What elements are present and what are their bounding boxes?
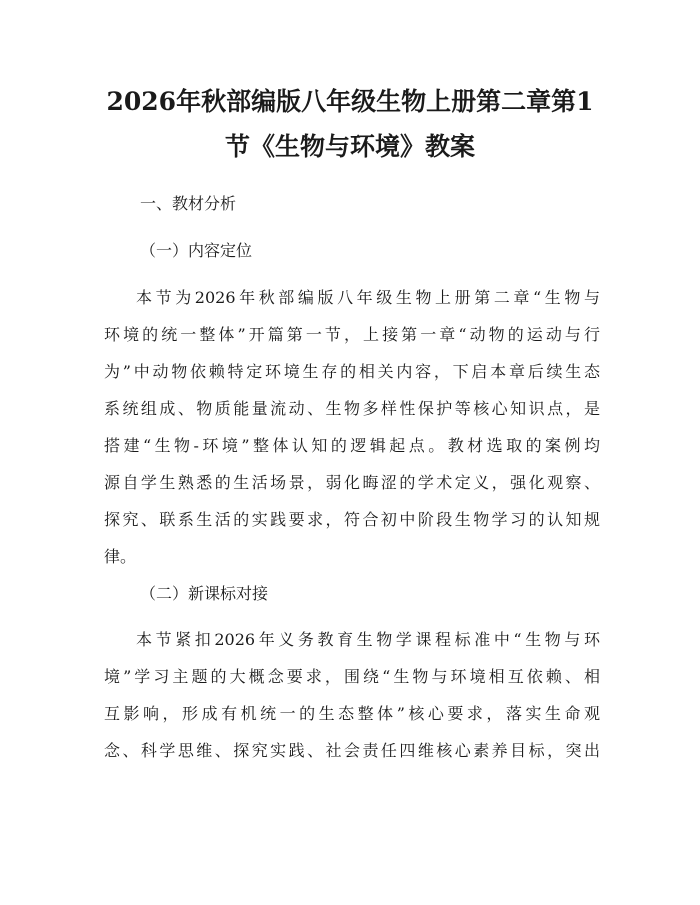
paragraph-line: 为”中动物依赖特定环境生存的相关内容，下启本章后续生态 [104,362,600,381]
paragraph-line: 本节紧扣2026年义务教育生物学课程标准中“生物与环 [136,630,600,649]
paragraph-line: 念、科学思维、探究实践、社会责任四维核心素养目标，突出 [104,741,600,760]
document-title-line-2: 节《生物与环境》教案 [224,132,475,161]
paragraph-line: 境”学习主题的大概念要求，围绕“生物与环境相互依赖、相 [104,667,600,686]
subsection-heading-content-positioning: （一）内容定位 [140,241,253,260]
paragraph-line: 探究、联系生活的实践要求，符合初中阶段生物学习的认知规 [104,510,600,529]
paragraph-line: 系统组成、物质能量流动、生物多样性保护等核心知识点，是 [104,399,600,418]
paragraph-line: 本节为2026年秋部编版八年级生物上册第二章“生物与 [136,288,600,307]
paragraph-line: 环境的统一整体”开篇第一节，上接第一章“动物的运动与行 [104,325,600,344]
paragraph-line: 互影响，形成有机统一的生态整体”核心要求，落实生命观 [104,704,600,723]
section-heading-textbook-analysis: 一、教材分析 [140,194,237,213]
paragraph-line: 源自学生熟悉的生活场景，弱化晦涩的学术定义，强化观察、 [104,473,600,492]
document-title-line-1: 2026年秋部编版八年级生物上册第二章第1 [106,87,594,116]
subsection-heading-curriculum-alignment: （二）新课标对接 [140,584,269,603]
paragraph-curriculum-alignment [104,632,600,792]
paragraph-content-positioning [104,288,600,566]
paragraph-line: 搭建“生物-环境”整体认知的逻辑起点。教材选取的案例均 [104,436,600,455]
paragraph-line: 律。 [104,547,137,566]
